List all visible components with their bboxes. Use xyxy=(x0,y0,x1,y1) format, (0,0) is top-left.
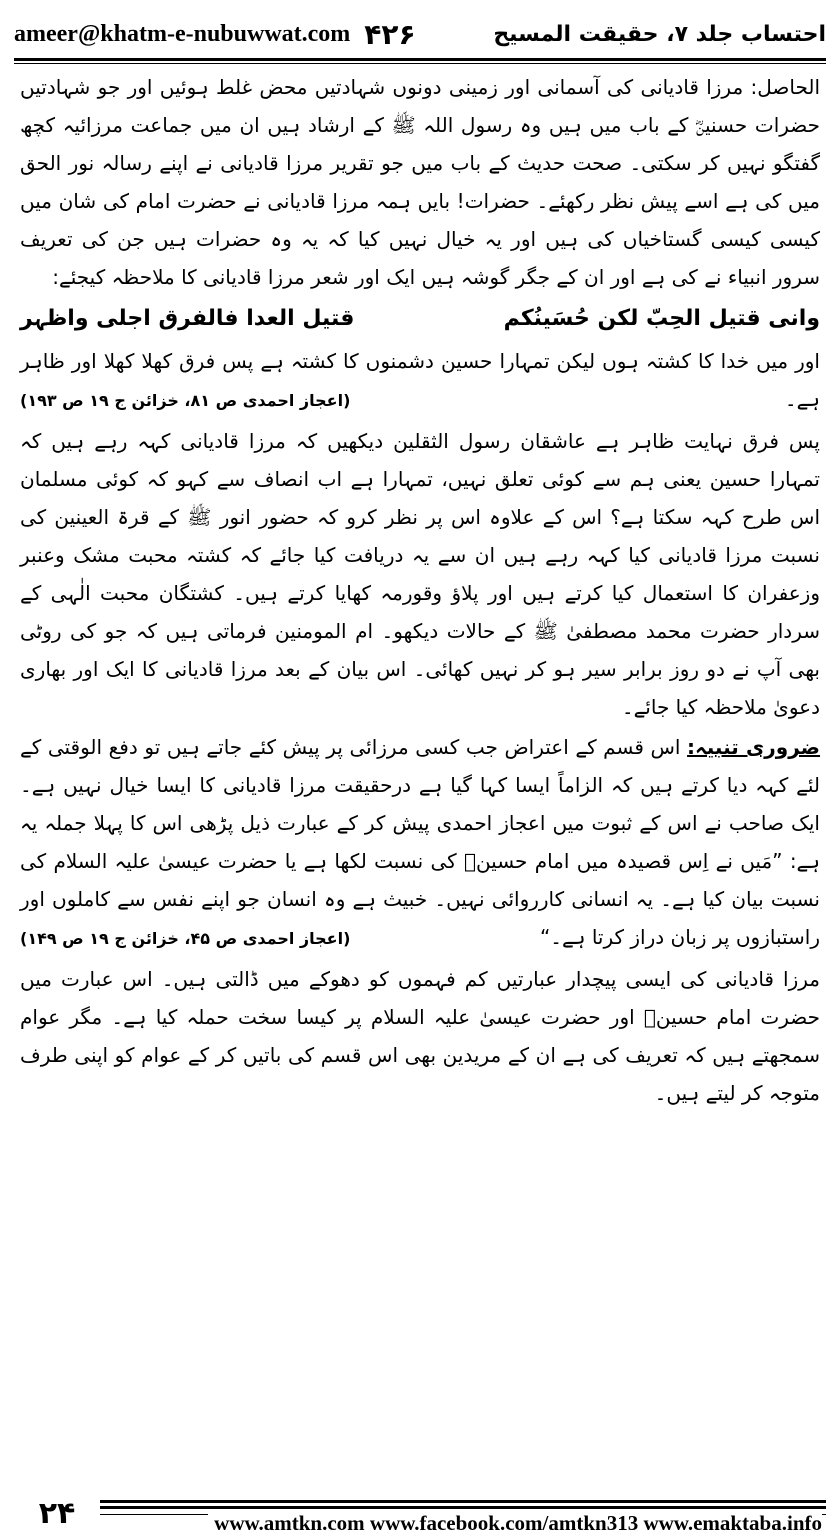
header-email: ameer@khatm-e-nubuwwat.com xyxy=(14,20,351,47)
note-text: اس قسم کے اعتراض جب کسی مرزائی پر پیش کئے جاتے ہیں تو دفع الوقتی کے لئے کہہ دیا کرتے ہیں کہ الزاماً ایسا کہا گیا ہے درحقیقت مرزا قادیانی کا ایسا خیال نہیں ہے۔ ایک صاحب نے اس کے ثبوت میں اعجاز احمدی پیش کر کے عبارت ذیل پڑھی اس کا پہلا جملہ یہ ہے: ”مَیں نے اِس قصیدہ میں امام حسینؓ کی نسبت لکھا ہے یا حضرت عیسیٰ علیہ السلام کی نسبت بیان کیا ہے۔ یہ انسانی کارروائی نہیں۔ خبیث ہے وہ انسان جو اپنے نفس سے کاملوں اور راستبازوں پر زبان دراز کرتا ہے۔“ xyxy=(20,735,820,949)
citation-1: (اعجاز احمدی ص ۸۱، خزائن ج ۱۹ ص ۱۹۳) xyxy=(20,391,351,410)
footer-urls: www.amtkn.com www.facebook.com/amtkn313 www.emaktaba.info xyxy=(208,1511,822,1536)
paragraph-1: الحاصل: مرزا قادیانی کی آسمانی اور زمینی دونوں شہادتیں محض غلط ہوئیں اور جو شہادتیں حضرات حسنینؓ کے باب میں ہیں وہ رسول اللہ ﷺ کے ارشاد ہیں ان میں جماعت مرزائیہ کچھ گفتگو نہیں کر سکتی۔ صحت حدیث کے باب میں جو تقریر مرزا قادیانی نے اپنے رسالہ نور الحق میں کی ہے اسے پیش نظر رکھئے۔ حضرات! بایں ہمہ مرزا قادیانی نے حضرت امام کی شان میں کیسی کیسی گستاخیاں کی ہیں اور یہ خیال نہیں کیا کہ یہ وہ حضرات ہیں جن کی تعریف سرور انبیاء نے کی ہے اور ان کے جگر گوشہ ہیں ایک اور شعر مرزا قادیانی کا ملاحظہ کیجئے: xyxy=(20,75,820,289)
body-text xyxy=(20,68,820,1114)
verse-left: قتیل العدا فالفرق اجلی واظہر xyxy=(20,306,355,331)
footer-rule xyxy=(100,1506,826,1509)
header-rule xyxy=(14,58,826,61)
footer-rules xyxy=(100,1490,826,1536)
header-page-number: ۴۲۶ xyxy=(364,17,416,51)
arabic-verse xyxy=(20,300,820,338)
verse-right: وانی قتیل الحِبّ لکن حُسَینُکم xyxy=(503,306,820,331)
page-footer xyxy=(14,1488,826,1536)
paragraph-5: مرزا قادیانی کی ایسی پیچدار عبارتیں کم فہموں کو دھوکے میں ڈالتی ہیں۔ اس عبارت میں حضرت امام حسینؓ اور حضرت عیسیٰ علیہ السلام پر کیسا سخت حملہ کیا ہے۔ مگر عوام سمجھتے ہیں کہ تعریف کی ہے ان کے مریدین بھی اس قسم کی باتیں کر کے عوام کو اپنی طرف متوجہ کر لیتے ہیں۔ xyxy=(20,967,820,1105)
verse-translation: اور میں خدا کا کشتہ ہوں لیکن تمہارا حسین دشمنوں کا کشتہ ہے پس فرق کھلا کھلا اور ظاہر ہے۔ xyxy=(20,349,820,411)
paragraph-4 xyxy=(20,728,820,958)
paragraph-3: پس فرق نہایت ظاہر ہے عاشقان رسول الثقلین دیکھیں کہ مرزا قادیانی کہہ رہے ہیں کہ تمہارا حسین یعنی ہم سے کوئی تعلق نہیں، تمہارا ہے اب انصاف سے کہو کہ کوئی مسلمان اس طرح کہہ سکتا ہے؟ اس کے علاوہ اس پر نظر کرو کہ حضور انور ﷺ کے قرۃ العینین کی نسبت مرزا قادیانی کیا کہہ رہے ہیں ان سے یہ دریافت کیا جائے کہ کشتہ محبت مشک وعنبر وزعفران کا استعمال کیا کرتے ہیں اور پلاؤ وقورمہ کھایا کرتے ہیں۔ کشتگان محبت الٰہی کے سردار حضرت محمد مصطفیٰ ﷺ کے حالات دیکھو۔ ام المومنین فرماتی ہیں کہ جو کی روٹی بھی آپ نے دو روز برابر سیر ہو کر نہیں کھائی۔ اس بیان کے بعد مرزا قادیانی کا ایک اور بھاری دعویٰ ملاحظہ کیا جائے۔ xyxy=(20,429,820,719)
paragraph-2 xyxy=(20,342,820,420)
footer-rule xyxy=(100,1500,826,1503)
header-book-title: احتساب جلد ۷، حقیقت المسیح xyxy=(493,21,826,47)
header-left xyxy=(14,18,416,51)
page-header xyxy=(14,10,826,58)
note-label: ضروری تنبیہ: xyxy=(687,735,821,759)
citation-2: (اعجاز احمدی ص ۴۵، خزائن ج ۱۹ ص ۱۴۹) xyxy=(20,929,351,948)
header-rule-thin xyxy=(14,63,826,64)
footer-page-number: ۲۴ xyxy=(38,1495,76,1531)
